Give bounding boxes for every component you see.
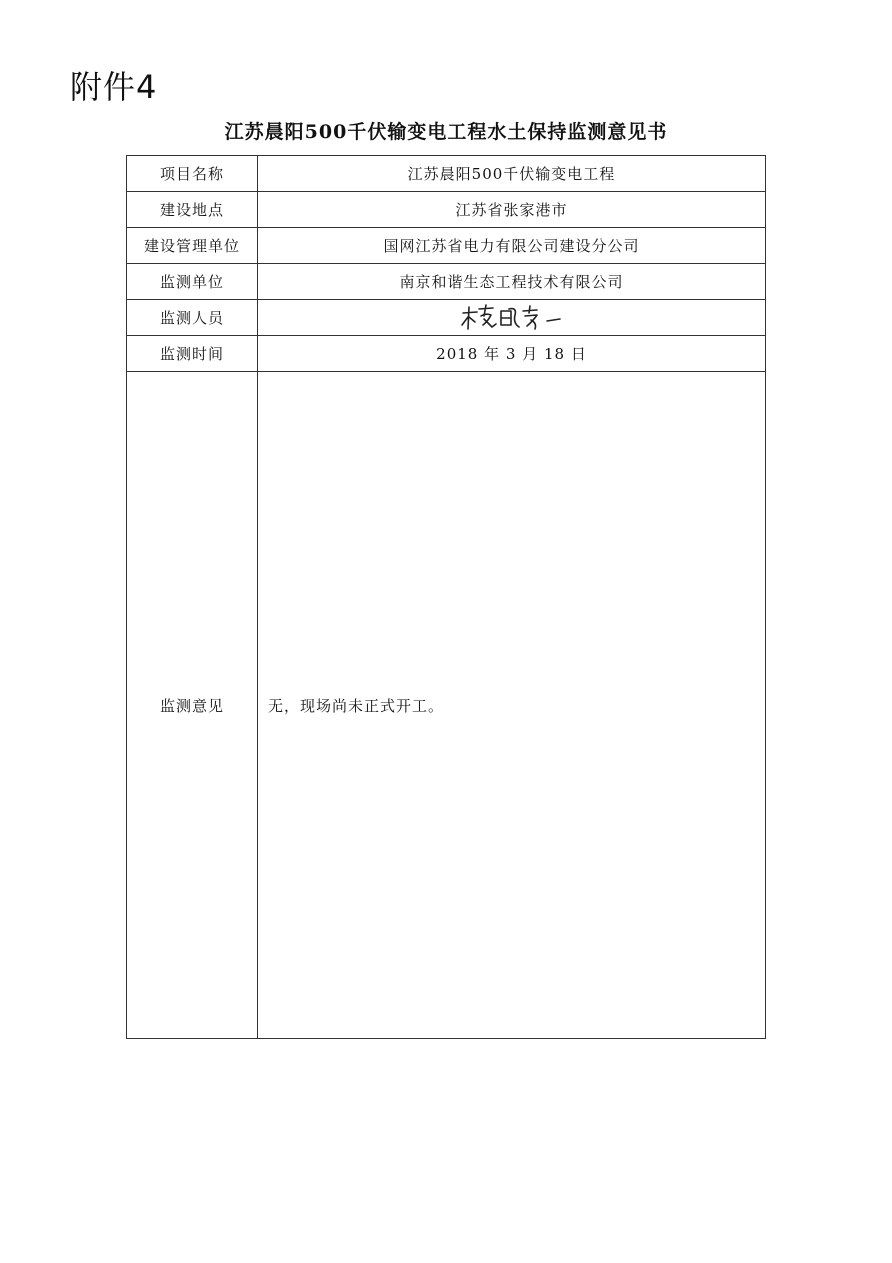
handwritten-signature: [258, 300, 766, 336]
document-title: 江苏晨阳500千伏输变电工程水土保持监测意见书: [224, 121, 668, 143]
form-row-monitoring-date: [127, 336, 766, 372]
signature-image: [457, 303, 567, 333]
monitoring-opinion-label: 监测意见: [127, 372, 258, 1039]
monitoring-staff-label: 监测人员: [127, 300, 258, 336]
form-row-monitoring-staff: [127, 300, 766, 336]
monitoring-opinion-value: 无，现场尚未正式开工。: [258, 372, 766, 1039]
attachment-label: 附件4: [70, 68, 158, 106]
form-row-monitoring-opinion: [127, 372, 766, 1039]
management-unit-value: 国网江苏省电力有限公司建设分公司: [258, 228, 766, 264]
monitoring-date-value: 2018 年 3 月 18 日: [258, 336, 766, 372]
location-label: 建设地点: [127, 192, 258, 228]
form-row-management-unit: [127, 228, 766, 264]
monitoring-unit-label: 监测单位: [127, 264, 258, 300]
monitoring-unit-value: 南京和谐生态工程技术有限公司: [258, 264, 766, 300]
project-name-label: 项目名称: [127, 156, 258, 192]
monitoring-date-label: 监测时间: [127, 336, 258, 372]
form-row-monitoring-unit: [127, 264, 766, 300]
form-row-project-name: [127, 156, 766, 192]
management-unit-label: 建设管理单位: [127, 228, 258, 264]
form-row-location: [127, 192, 766, 228]
project-name-value: 江苏晨阳500千伏输变电工程: [258, 156, 766, 192]
location-value: 江苏省张家港市: [258, 192, 766, 228]
monitoring-opinion-form: [126, 155, 766, 1039]
